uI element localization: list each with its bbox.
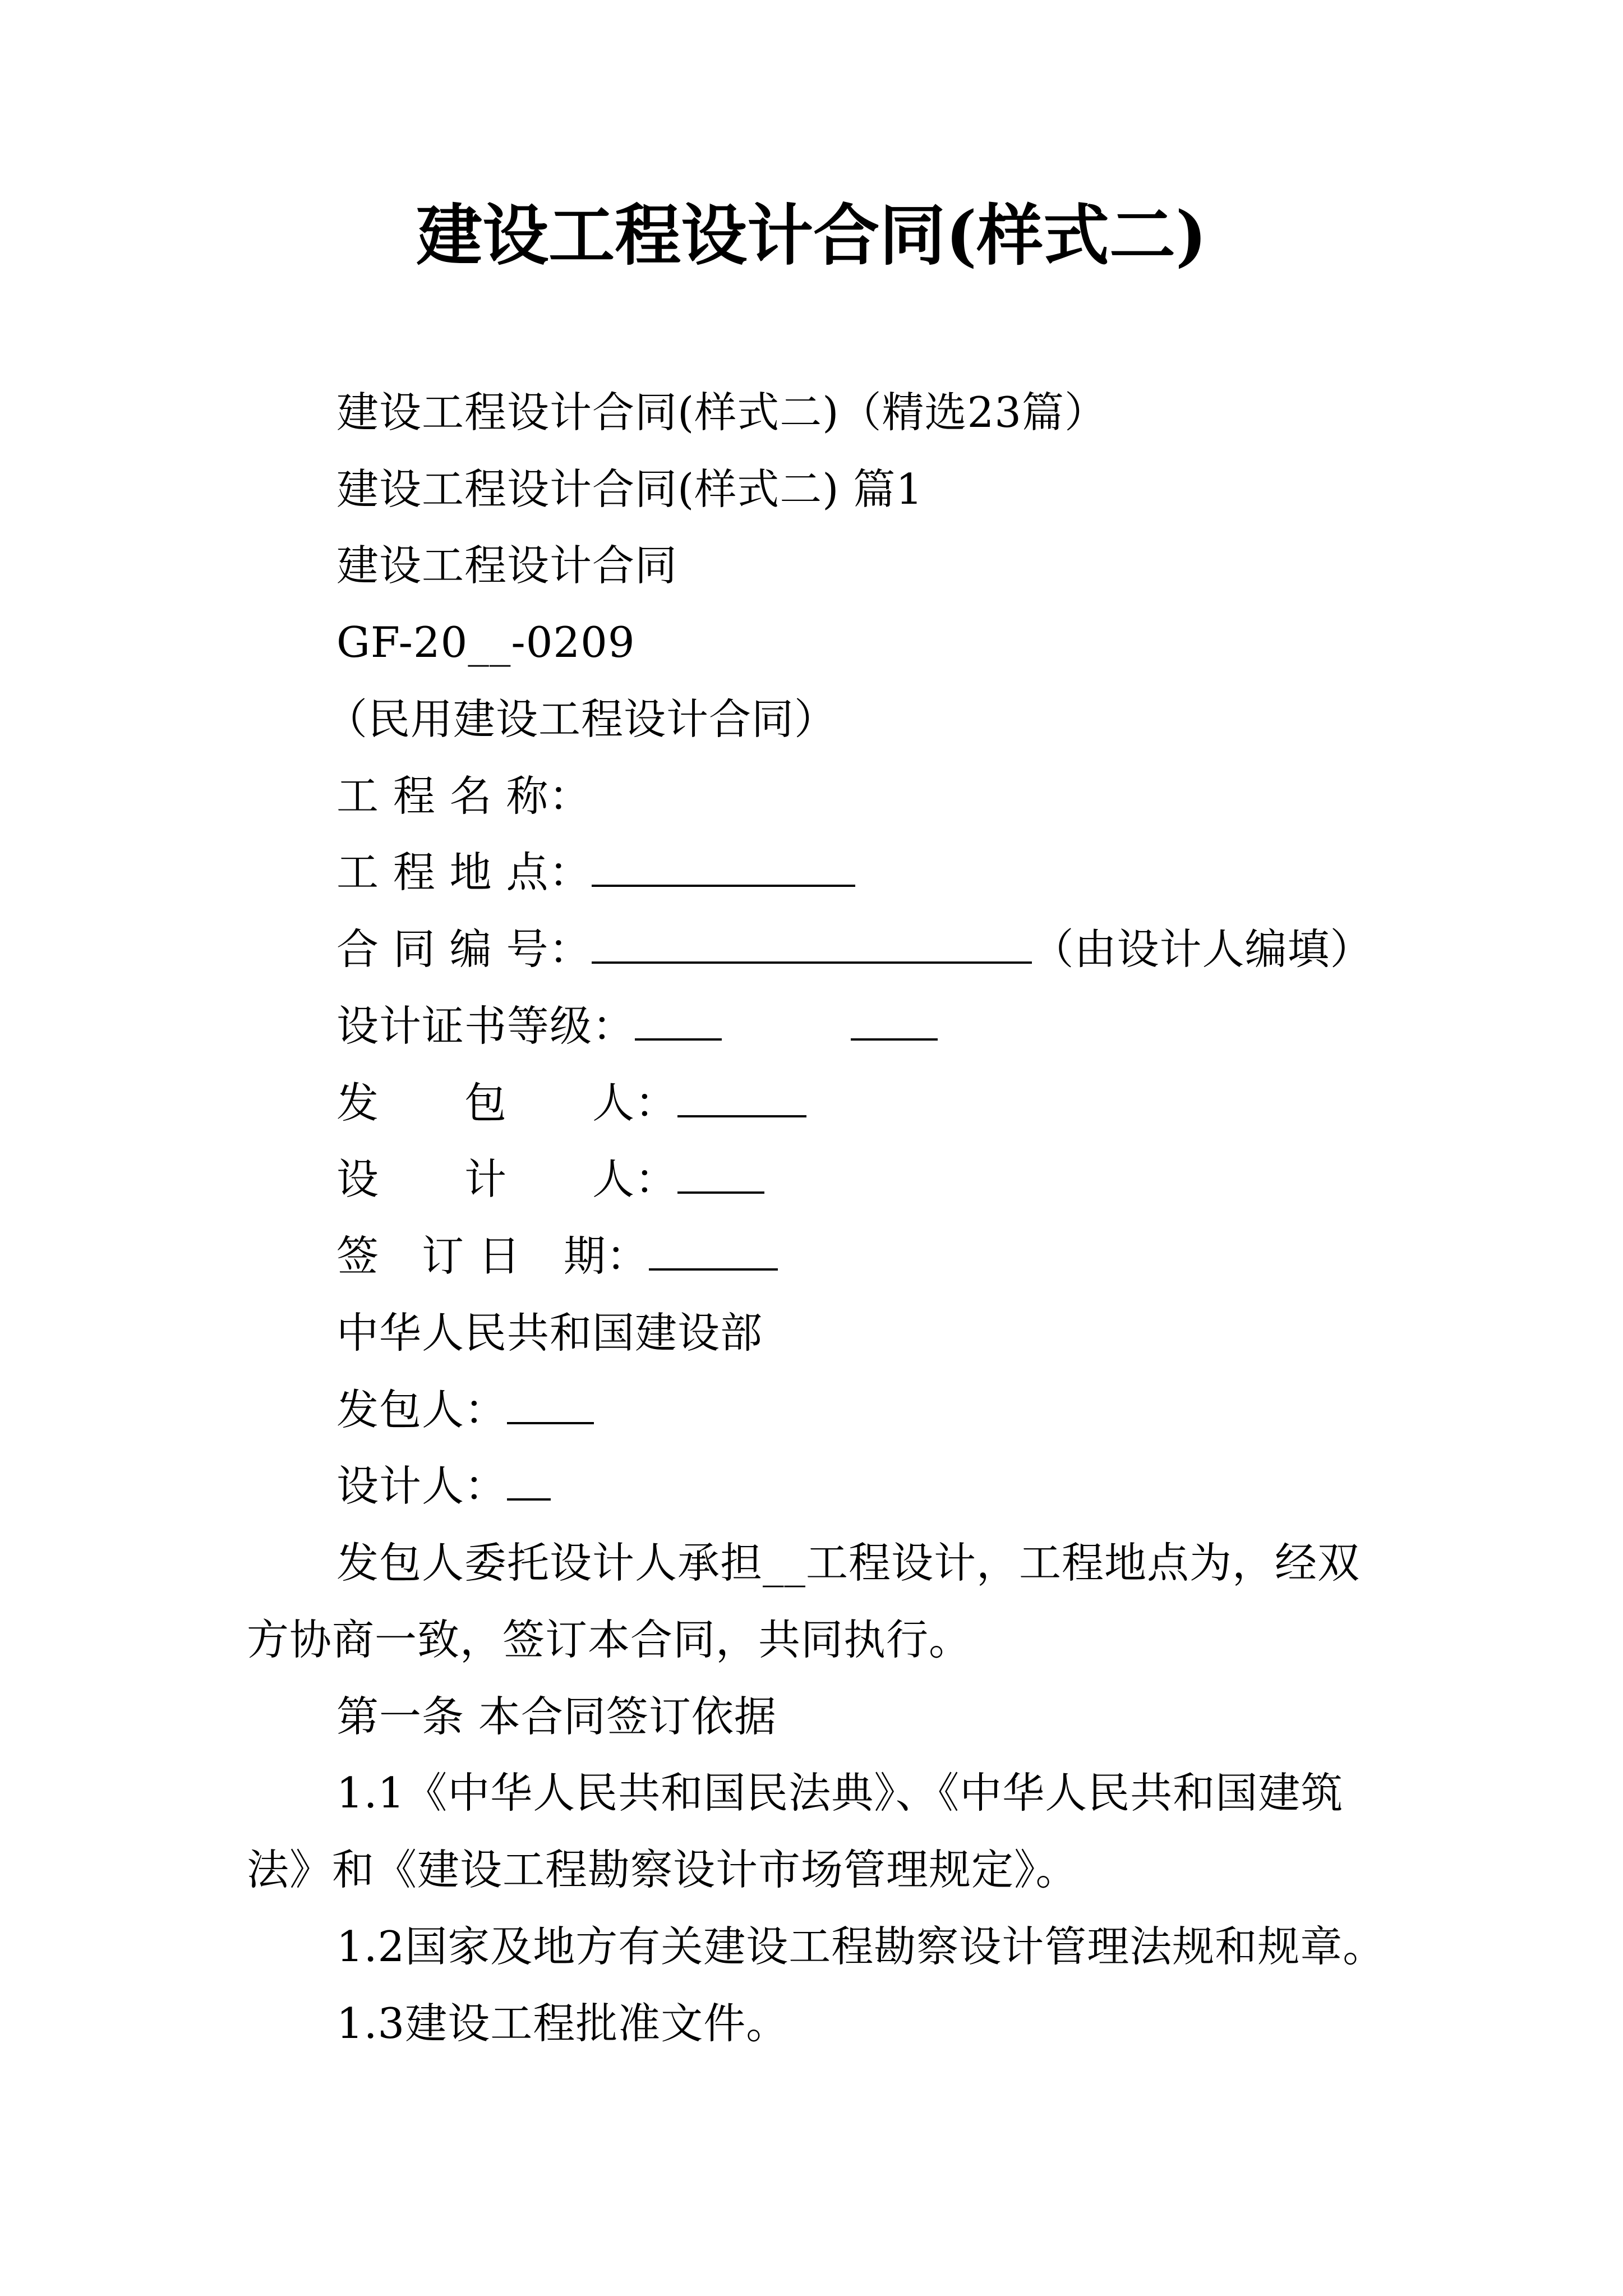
project-name-label: 工 程 名 称： (336, 771, 592, 821)
client-blank[interactable] (677, 1080, 806, 1117)
article-1-heading: 第一条 本合同签订依据 (336, 1692, 777, 1741)
document-title: 建设工程设计合同(样式二) (416, 196, 1207, 274)
item-1-3: 1.3建设工程批准文件。 (336, 1999, 789, 2048)
contract-no-blank[interactable] (592, 927, 1032, 964)
designer2-row (336, 1461, 551, 1511)
client2-row (336, 1384, 594, 1435)
cert-level-blank-2[interactable] (851, 1004, 938, 1041)
cert-level-blank-1[interactable] (635, 1004, 722, 1041)
project-site-label: 工 程 地 点： (336, 848, 592, 897)
item-1-2: 1.2国家及地方有关建设工程勘察设计管理法规和规章。 (336, 1922, 1386, 1971)
item-1-1-line-1: 1.1《中华人民共和国民法典》、《中华人民共和国建筑 (336, 1768, 1344, 1818)
project-name-row (336, 771, 592, 821)
client2-blank[interactable] (507, 1387, 594, 1424)
project-site-blank[interactable] (592, 850, 855, 887)
designer-row (336, 1154, 764, 1204)
collection-heading: 建设工程设计合同(样式二)（精选23篇） (336, 388, 1107, 437)
sign-date-blank[interactable] (649, 1234, 778, 1271)
contract-code: GF-20__-0209 (336, 618, 635, 667)
sign-date-label: 签 订 日 期： (336, 1231, 649, 1281)
project-site-row (336, 847, 855, 898)
designer-blank[interactable] (677, 1157, 764, 1194)
client-row (336, 1078, 806, 1128)
item-1-1-line-2: 法》和《建设工程勘察设计市场管理规定》。 (247, 1845, 1078, 1894)
ministry-name: 中华人民共和国建设部 (336, 1308, 763, 1358)
client-label: 发 包 人： (336, 1078, 678, 1128)
paragraph-1-line-1: 发包人委托设计人承担__工程设计，工程地点为，经双 (336, 1538, 1361, 1588)
contract-no-label: 合 同 编 号： (336, 924, 592, 974)
paragraph-1-line-2: 方协商一致，签订本合同，共同执行。 (247, 1615, 972, 1664)
sign-date-row (336, 1231, 778, 1281)
designer-label: 设 计 人： (336, 1154, 678, 1204)
client2-label: 发包人： (336, 1385, 508, 1434)
contract-no-note: （由设计人编填） (1031, 924, 1373, 974)
contract-name: 建设工程设计合同 (336, 541, 678, 590)
cert-level-row (336, 1001, 938, 1051)
designer2-blank[interactable] (507, 1464, 551, 1501)
contract-no-row (336, 924, 1373, 974)
contract-subtitle: （民用建设工程设计合同） (325, 694, 837, 744)
section-heading: 建设工程设计合同(样式二) 篇1 (336, 464, 924, 514)
designer2-label: 设计人： (336, 1461, 508, 1511)
cert-level-label: 设计证书等级： (336, 1001, 635, 1051)
